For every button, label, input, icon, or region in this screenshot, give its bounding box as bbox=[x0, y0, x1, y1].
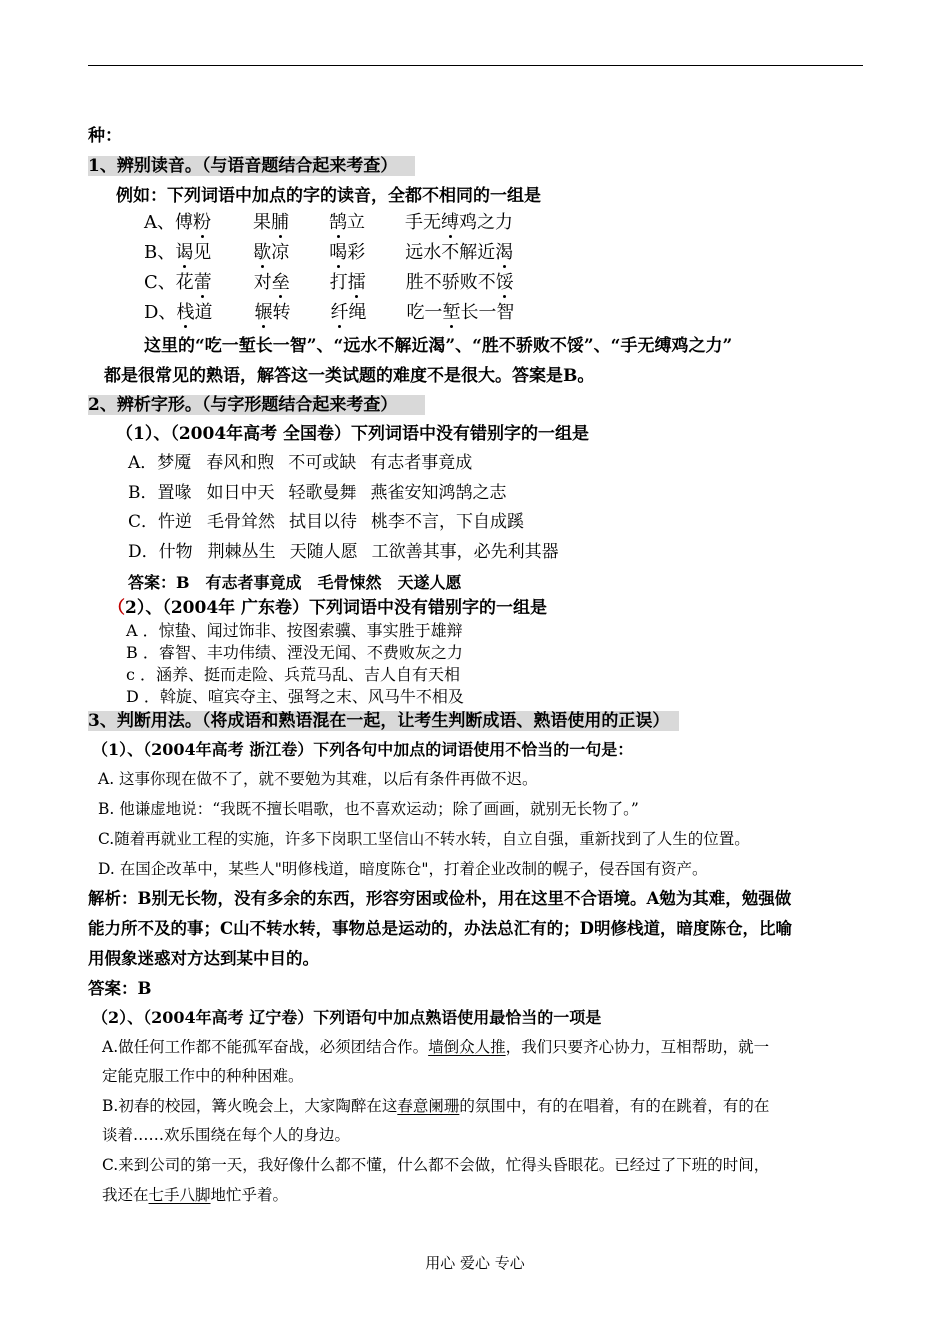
section-3-q1-answer: 答案：B bbox=[88, 979, 152, 998]
spelling-row-c: C．忤逆 毛骨耸然 拭目以待 桃李不言，下自成蹊 bbox=[128, 512, 525, 532]
section-1-example: 例如：下列词语中加点的字的读音，全都不相同的一组是 bbox=[116, 186, 541, 206]
usage-option-a: A. 这事你现在做不了，就不要勉为其难，以后有条件再做不迟。 bbox=[98, 770, 538, 788]
usage-option-c: C.随着再就业工程的实施，许多下岗职工坚信山不转水转，自立自强，重新找到了人生的位置。 bbox=[98, 830, 750, 848]
spelling2-row-a: A ．惊蛰、闻过饰非、按图索骥、事实胜于雄辩 bbox=[126, 621, 463, 640]
idiom-option-a-line-2: 定能克服工作中的种种困难。 bbox=[102, 1067, 304, 1085]
spelling-row-b: B．置喙 如日中天 轻歌曼舞 燕雀安知鸿鹄之志 bbox=[128, 483, 507, 503]
analysis-line-2: 能力所不及的事；C山不转水转，事物总是运动的，办法总汇有的；D明修栈道，暗度陈仓，比喻 bbox=[88, 919, 792, 938]
intro-text: 种： bbox=[88, 126, 122, 146]
section-1-heading: 1、辨别读音。（与语音题结合起来考查） bbox=[88, 158, 415, 175]
header-rule bbox=[88, 65, 863, 66]
section-1-explain-line-2: 都是很常见的熟语，解答这一类试题的难度不是很大。答案是B。 bbox=[104, 366, 595, 386]
idiom-option-c-line-1: C.来到公司的第一天，我好像什么都不懂，什么都不会做，忙得头昏眼花。已经过了下班的时间， bbox=[102, 1156, 770, 1174]
spelling-row-d: D．什物 荆棘丛生 天随人愿 工欲善其事，必先利其器 bbox=[128, 542, 559, 562]
idiom-option-b-line-1: B.初春的校园，篝火晚会上，大家陶醉在这春意阑珊的氛围中，有的在唱着，有的在跳着，有的在 bbox=[102, 1097, 770, 1115]
analysis-line-1: 解析：B别无长物，没有多余的东西，形容穷困或俭朴，用在这里不合语境。A勉为其难，勉强做 bbox=[88, 889, 792, 908]
pron-row-a: A、傅粉 果脯 鹄立 手无缚鸡之力 bbox=[144, 212, 513, 233]
spelling-row-a: A．梦魇 春风和煦 不可或缺 有志者事竟成 bbox=[128, 453, 473, 473]
pron-row-d: D、栈道 辗转 纤绳 吃一堑长一智 bbox=[144, 302, 515, 323]
usage-option-b: B. 他谦虚地说：“我既不擅长唱歌，也不喜欢运动；除了画画，就别无长物了。” bbox=[98, 800, 639, 818]
section-2-heading: 2、辨析字形。（与字形题结合起来考查） bbox=[88, 397, 425, 414]
usage-option-d: D. 在国企改革中，某些人"明修栈道，暗度陈仓"，打着企业改制的幌子，侵吞国有资产。 bbox=[98, 860, 708, 878]
section-2-q1-answer: 答案：B 有志者事竟成 毛骨悚然 天遂人愿 bbox=[128, 573, 462, 592]
idiom-underlined-b: 春意阑珊 bbox=[397, 1097, 460, 1115]
idiom-option-a-line-1: A.做任何工作都不能孤军奋战，必须团结合作。墙倒众人推，我们只要齐心协力，互相帮助，就一 bbox=[102, 1038, 770, 1056]
spelling2-row-c: c ．涵养、挺而走险、兵荒马乱、吉人自有天相 bbox=[126, 665, 461, 684]
pron-row-c: C、花蕾 对垒 打擂 胜不骄败不馁 bbox=[144, 272, 514, 293]
section-2-q1-title: （1）、（2004年高考 全国卷）下列词语中没有错别字的一组是 bbox=[116, 424, 590, 444]
idiom-option-c-line-2: 我还在七手八脚地忙乎着。 bbox=[102, 1186, 289, 1204]
idiom-underlined-c: 七手八脚 bbox=[148, 1186, 211, 1204]
pron-row-b: B、谒见 歇凉 喝彩 远水不解近渴 bbox=[144, 242, 514, 263]
page-footer: 用心 爱心 专心 bbox=[425, 1254, 525, 1272]
spelling2-row-b: B ．睿智、丰功伟绩、湮没无闻、不费败灰之力 bbox=[126, 643, 463, 662]
section-3-q2-title: （2）、（2004年高考 辽宁卷）下列语句中加点熟语使用最恰当的一项是 bbox=[92, 1008, 602, 1027]
idiom-option-b-line-2: 谈着……欢乐围绕在每个人的身边。 bbox=[102, 1126, 351, 1144]
section-1-explain-line-1: 这里的“吃一堑长一智”、“远水不解近渴”、“胜不骄败不馁”、“手无缚鸡之力” bbox=[144, 336, 733, 356]
section-3-heading: 3、判断用法。（将成语和熟语混在一起，让考生判断成语、熟语使用的正误） bbox=[88, 713, 679, 730]
idiom-underlined-a: 墙倒众人推 bbox=[428, 1038, 506, 1056]
spelling2-row-d: D ．斡旋、喧宾夺主、强弩之末、风马牛不相及 bbox=[126, 687, 464, 706]
analysis-line-3: 用假象迷惑对方达到某中目的。 bbox=[88, 949, 319, 968]
section-3-q1-title: （1）、（2004年高考 浙江卷）下列各句中加点的词语使用不恰当的一句是： bbox=[92, 740, 634, 759]
section-2-q2-title: （2）、（2004年 广东卷）下列词语中没有错别字的一组是 bbox=[108, 598, 548, 618]
